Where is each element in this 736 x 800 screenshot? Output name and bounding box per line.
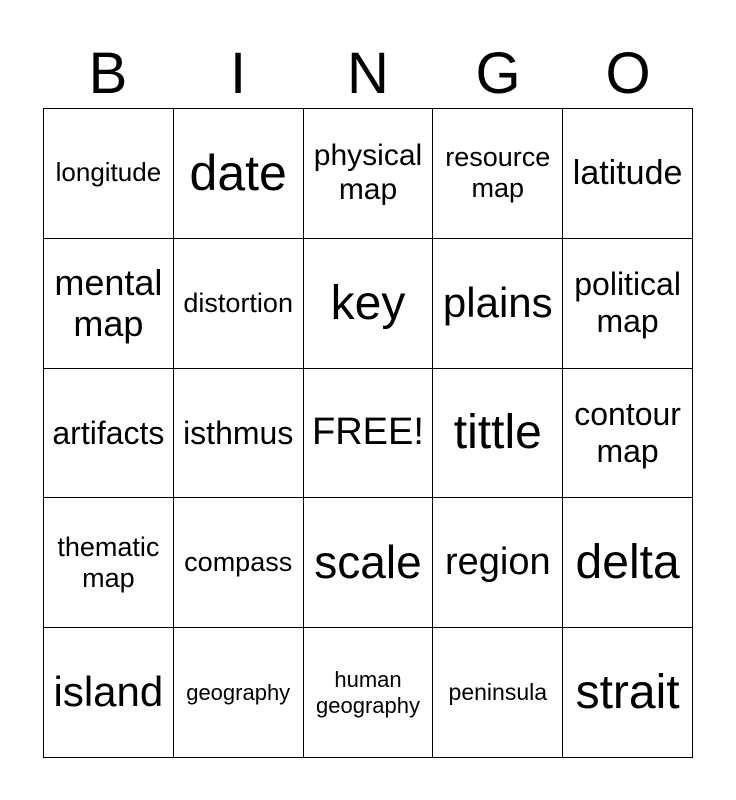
cell-label: strait — [575, 666, 680, 719]
bingo-cell[interactable] — [174, 628, 304, 758]
header-letter-o: O — [605, 41, 651, 106]
cell-label: longitude — [55, 157, 162, 188]
bingo-cell[interactable] — [433, 369, 563, 499]
bingo-cell[interactable] — [304, 109, 434, 239]
bingo-cell[interactable] — [174, 498, 304, 628]
cell-label: physical map — [313, 138, 423, 207]
cell-label: resource map — [445, 142, 551, 204]
cell-label: human geography — [316, 667, 420, 718]
cell-label: latitude — [572, 153, 683, 192]
cell-label: peninsula — [448, 679, 548, 706]
bingo-cell[interactable] — [44, 109, 174, 239]
cell-label: region — [444, 540, 551, 583]
bingo-cell[interactable] — [44, 628, 174, 758]
cell-label: scale — [314, 536, 422, 589]
bingo-cell[interactable] — [563, 239, 693, 369]
bingo-cell[interactable] — [433, 628, 563, 758]
bingo-cell[interactable] — [433, 109, 563, 239]
bingo-cell[interactable] — [563, 369, 693, 499]
cell-label: date — [189, 144, 287, 201]
bingo-cell[interactable] — [304, 239, 434, 369]
cell-label: compass — [184, 547, 293, 578]
cell-label: thematic map — [57, 531, 160, 593]
cell-label: geography — [186, 679, 291, 705]
cell-label: tittle — [453, 406, 542, 460]
bingo-cell[interactable] — [174, 239, 304, 369]
bingo-cell[interactable] — [433, 239, 563, 369]
cell-label: key — [330, 276, 406, 330]
header-letter-n: N — [347, 41, 389, 106]
cell-label: plains — [442, 279, 553, 327]
cell-label: island — [53, 668, 164, 716]
header-letter-g: G — [475, 41, 521, 106]
cell-label: isthmus — [183, 414, 294, 451]
cell-label: contour map — [574, 396, 681, 469]
cell-label: artifacts — [52, 414, 165, 451]
cell-label: distortion — [183, 287, 293, 318]
bingo-cell[interactable] — [174, 369, 304, 499]
cell-label: mental map — [54, 261, 163, 345]
bingo-cell[interactable] — [174, 109, 304, 239]
bingo-cell[interactable] — [304, 628, 434, 758]
bingo-cell[interactable] — [433, 498, 563, 628]
cell-label: delta — [575, 536, 680, 590]
cell-label: political map — [574, 266, 681, 340]
bingo-cell[interactable] — [44, 498, 174, 628]
bingo-cell[interactable] — [304, 498, 434, 628]
header-letter-b: B — [88, 41, 128, 106]
bingo-cell[interactable] — [563, 498, 693, 628]
bingo-header — [43, 40, 693, 108]
bingo-cell[interactable] — [563, 628, 693, 758]
free-space-cell[interactable] — [304, 369, 434, 499]
bingo-cell[interactable] — [44, 369, 174, 499]
bingo-cell[interactable] — [563, 109, 693, 239]
header-letter-i: I — [229, 41, 247, 106]
cell-label: FREE! — [312, 411, 424, 454]
bingo-cell[interactable] — [44, 239, 174, 369]
bingo-grid — [43, 108, 693, 758]
